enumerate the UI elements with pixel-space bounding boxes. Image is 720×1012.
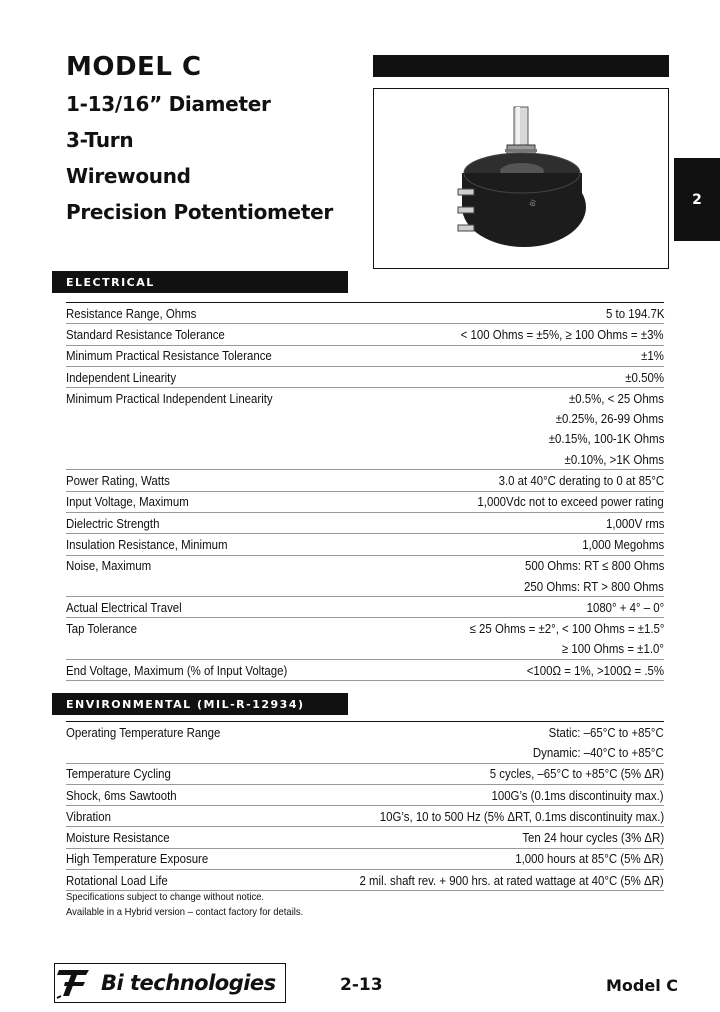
spec-label: Rotational Load Life (66, 872, 168, 888)
spec-row (66, 849, 664, 870)
spec-row (66, 618, 664, 660)
spec-label: End Voltage, Maximum (% of Input Voltage) (66, 662, 288, 678)
spec-row (66, 534, 664, 555)
spec-row (66, 492, 664, 513)
electrical-header: ELECTRICAL (52, 271, 348, 293)
bi-logo-icon (55, 966, 95, 1000)
note-hybrid: Available in a Hybrid version – contact factory for details. (66, 906, 304, 918)
spec-label: Moisture Resistance (66, 830, 170, 846)
spec-value: Static: –65°C to +85°C (548, 724, 664, 740)
spec-label: Actual Electrical Travel (66, 599, 182, 615)
spec-value: ≤ 25 Ohms = ±2°, < 100 Ohms = ±1.5° (469, 621, 664, 637)
header-black-bar (373, 55, 669, 77)
spec-line (66, 785, 664, 805)
spec-value: 250 Ohms: RT > 800 Ohms (524, 578, 664, 594)
spec-label: Independent Linearity (66, 369, 177, 385)
spec-line (66, 303, 664, 323)
spec-value: ±0.10%, >1K Ohms (564, 451, 664, 467)
spec-value: 1,000V rms (605, 515, 664, 531)
spec-row (66, 513, 664, 534)
spec-line (66, 429, 664, 449)
spec-label: Temperature Cycling (66, 766, 171, 782)
subtitle-turns: 3-Turn (66, 128, 134, 152)
potentiometer-image (374, 89, 668, 268)
spec-label: Standard Resistance Tolerance (66, 326, 225, 342)
logo-text: Bi technologies (101, 971, 276, 995)
spec-line (66, 408, 664, 428)
company-logo (54, 963, 286, 1003)
spec-value: 500 Ohms: RT ≤ 800 Ohms (524, 558, 664, 574)
spec-value: ±0.5%, < 25 Ohms (569, 390, 664, 406)
spec-line (66, 742, 664, 762)
page-title: MODEL C (66, 52, 202, 82)
spec-value: Dynamic: –40°C to +85°C (533, 744, 664, 760)
spec-line (66, 324, 664, 344)
spec-value: Ten 24 hour cycles (3% ΔR) (522, 830, 664, 846)
spec-value: 1080° + 4° – 0° (586, 599, 664, 615)
spec-label: Noise, Maximum (66, 558, 152, 574)
spec-line (66, 764, 664, 784)
spec-value: 100G’s (0.1ms discontinuity max.) (491, 787, 664, 803)
subtitle-diameter: 1-13/16” Diameter (66, 92, 271, 116)
spec-value: ±0.25%, 26-99 Ohms (555, 411, 664, 427)
spec-row (66, 367, 664, 388)
spec-row (66, 827, 664, 848)
section-tab: 2 (674, 158, 720, 241)
spec-line (66, 827, 664, 847)
spec-line (66, 639, 664, 659)
spec-value: < 100 Ohms = ±5%, ≥ 100 Ohms = ±3% (461, 326, 664, 342)
spec-label: Minimum Practical Resistance Tolerance (66, 348, 272, 364)
spec-value: ±0.50% (625, 369, 664, 385)
environmental-spec-table (66, 721, 664, 891)
spec-label: Dielectric Strength (66, 515, 160, 531)
spec-value: 1,000Vdc not to exceed power rating (477, 494, 664, 510)
spec-label: Minimum Practical Independent Linearity (66, 390, 273, 406)
spec-line (66, 492, 664, 512)
spec-label: Vibration (66, 808, 111, 824)
spec-line (66, 870, 664, 890)
spec-value: 2 mil. shaft rev. + 900 hrs. at rated wattage at 40°C (5% ΔR) (359, 872, 664, 888)
spec-row (66, 806, 664, 827)
spec-value: 10G’s, 10 to 500 Hz (5% ΔRT, 0.1ms discontinuity max.) (379, 808, 664, 824)
spec-line (66, 660, 664, 680)
spec-label: Operating Temperature Range (66, 724, 221, 740)
spec-label: Power Rating, Watts (66, 473, 170, 489)
spec-line (66, 806, 664, 826)
electrical-spec-table (66, 302, 664, 681)
spec-line (66, 597, 664, 617)
spec-line (66, 849, 664, 869)
spec-value: 5 cycles, –65°C to +85°C (5% ΔR) (489, 766, 664, 782)
environmental-header: ENVIRONMENTAL (MIL-R-12934) (52, 693, 348, 715)
spec-value: 1,000 hours at 85°C (5% ΔR) (515, 851, 664, 867)
spec-row (66, 346, 664, 367)
spec-label: Tap Tolerance (66, 621, 138, 637)
spec-line (66, 513, 664, 533)
subtitle-product: Precision Potentiometer (66, 200, 333, 224)
spec-value: ±0.15%, 100-1K Ohms (548, 431, 664, 447)
spec-value: <100Ω = 1%, >100Ω = .5% (526, 662, 664, 678)
spec-label: High Temperature Exposure (66, 851, 209, 867)
spec-value: ±1% (641, 348, 664, 364)
spec-line (66, 556, 664, 576)
spec-label: Resistance Range, Ohms (66, 305, 197, 321)
spec-row (66, 785, 664, 806)
spec-line (66, 722, 664, 742)
spec-row (66, 302, 664, 324)
spec-row (66, 324, 664, 345)
footnotes (66, 890, 330, 920)
spec-row (66, 597, 664, 618)
spec-line (66, 449, 664, 469)
spec-line (66, 388, 664, 408)
spec-value: ≥ 100 Ohms = ±1.0° (561, 641, 664, 657)
spec-line (66, 367, 664, 387)
spec-line (66, 618, 664, 638)
spec-label: Shock, 6ms Sawtooth (66, 787, 177, 803)
spec-line (66, 346, 664, 366)
product-photo (373, 88, 669, 269)
spec-row (66, 556, 664, 598)
spec-row (66, 388, 664, 470)
note-specifications: Specifications subject to change without notice. (66, 891, 265, 903)
spec-row (66, 721, 664, 764)
spec-row (66, 470, 664, 491)
spec-row (66, 870, 664, 891)
page-number: 2-13 (340, 975, 383, 995)
spec-line (66, 470, 664, 490)
spec-line (66, 576, 664, 596)
footer-model-name: Model C (606, 976, 679, 995)
spec-value: 3.0 at 40°C derating to 0 at 85°C (498, 473, 664, 489)
spec-label: Insulation Resistance, Minimum (66, 536, 228, 552)
spec-label: Input Voltage, Maximum (66, 494, 189, 510)
spec-value: 1,000 Megohms (581, 536, 664, 552)
spec-row (66, 660, 664, 681)
spec-value: 5 to 194.7K (605, 305, 664, 321)
subtitle-type: Wirewound (66, 164, 191, 188)
spec-row (66, 764, 664, 785)
svg-text:BI: BI (528, 198, 539, 208)
spec-line (66, 534, 664, 554)
